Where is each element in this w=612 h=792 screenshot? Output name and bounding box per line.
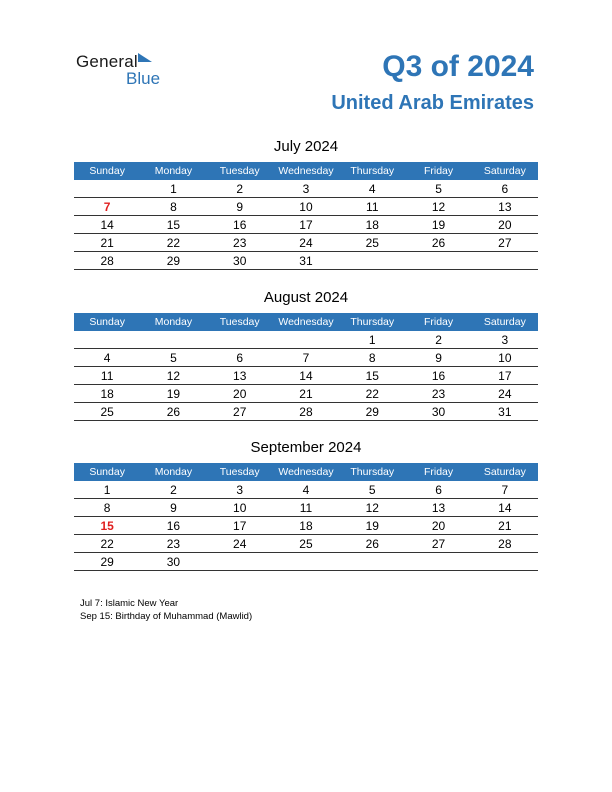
day-cell: 16 [233, 217, 247, 232]
day-cell: 21 [299, 386, 313, 401]
day-cell: 17 [498, 368, 512, 383]
day-cell: 9 [236, 199, 244, 214]
week-row [74, 403, 538, 421]
day-cell: 29 [100, 554, 114, 569]
weekday-label: Tuesday [219, 165, 260, 177]
week-row [74, 198, 538, 216]
week-row [74, 385, 538, 403]
day-cell: 29 [365, 404, 379, 419]
week-row [74, 517, 538, 535]
day-cell: 22 [166, 235, 181, 250]
day-cell: 1 [103, 482, 111, 497]
day-cell: 10 [299, 199, 313, 214]
day-cell: 19 [166, 386, 181, 401]
day-cell: 28 [100, 253, 114, 268]
week-row [74, 252, 538, 270]
weekday-label: Wednesday [278, 466, 334, 478]
day-cell: 11 [100, 368, 114, 383]
logo-general-text: General [76, 52, 138, 71]
day-cell: 13 [431, 500, 446, 515]
day-cell: 21 [498, 518, 512, 533]
month-calendar [74, 138, 538, 270]
day-cell: 23 [166, 536, 181, 551]
day-cell: 27 [498, 235, 512, 250]
day-cell: 3 [302, 181, 310, 196]
day-cell: 4 [103, 350, 111, 365]
month-calendar [74, 289, 538, 421]
weekday-label: Monday [154, 316, 193, 328]
day-cell: 31 [498, 404, 512, 419]
day-cell: 15 [365, 368, 379, 383]
day-cell: 26 [365, 536, 379, 551]
month-title: July 2024 [273, 138, 339, 155]
day-cell: 8 [368, 350, 376, 365]
day-cell: 20 [431, 518, 446, 533]
day-cell: 15 [100, 518, 114, 533]
day-cell: 9 [435, 350, 442, 365]
week-row [74, 499, 538, 517]
logo [76, 52, 176, 88]
day-cell: 14 [100, 217, 114, 232]
weekday-header-row [74, 313, 538, 331]
day-cell: 26 [166, 404, 181, 419]
week-row [74, 216, 538, 234]
day-cell: 23 [233, 235, 247, 250]
day-cell: 24 [233, 536, 247, 551]
week-row [74, 367, 538, 385]
day-cell: 16 [431, 368, 446, 383]
day-cell: 17 [233, 518, 247, 533]
day-cell: 14 [299, 368, 313, 383]
day-cell: 19 [431, 217, 446, 232]
day-cell: 30 [166, 554, 181, 569]
day-cell: 25 [365, 235, 379, 250]
day-cell: 28 [498, 536, 512, 551]
week-row [74, 535, 538, 553]
day-cell: 13 [498, 199, 512, 214]
day-cell: 5 [170, 350, 177, 365]
logo-flag-icon [138, 53, 152, 62]
weekday-label: Friday [423, 165, 454, 177]
day-cell: 4 [302, 482, 310, 497]
day-cell: 3 [501, 332, 509, 347]
day-cell: 27 [233, 404, 247, 419]
weekday-label: Saturday [483, 165, 526, 177]
weekday-label: Friday [423, 466, 454, 478]
weekday-label: Sunday [89, 316, 125, 328]
weekday-label: Saturday [483, 466, 526, 478]
day-cell: 22 [100, 536, 114, 551]
day-cell: 18 [299, 518, 313, 533]
week-row [74, 331, 538, 349]
holiday-notes [80, 597, 252, 623]
day-cell: 18 [100, 386, 114, 401]
weekday-label: Monday [154, 466, 193, 478]
weekday-label: Wednesday [278, 165, 334, 177]
weekday-label: Saturday [483, 316, 526, 328]
day-cell: 11 [299, 500, 313, 515]
week-row [74, 234, 538, 252]
day-cell: 5 [435, 181, 442, 196]
page-title: Q3 of 2024 [382, 50, 534, 83]
week-row [74, 481, 538, 499]
day-cell: 30 [233, 253, 247, 268]
day-cell: 12 [431, 199, 446, 214]
weekday-label: Thursday [350, 165, 395, 177]
day-cell: 25 [100, 404, 114, 419]
weekday-header-row [74, 463, 538, 481]
week-row [74, 553, 538, 571]
day-cell: 2 [236, 181, 244, 196]
day-cell: 17 [299, 217, 313, 232]
day-cell: 1 [368, 332, 376, 347]
weekday-label: Friday [423, 316, 454, 328]
day-cell: 6 [435, 482, 442, 497]
day-cell: 14 [498, 500, 512, 515]
day-cell: 9 [170, 500, 177, 515]
month-calendar [74, 439, 538, 571]
day-cell: 23 [431, 386, 446, 401]
day-cell: 24 [498, 386, 512, 401]
day-cell: 30 [431, 404, 446, 419]
weekday-label: Wednesday [278, 316, 334, 328]
day-cell: 15 [166, 217, 181, 232]
day-cell: 8 [103, 500, 111, 515]
day-cell: 5 [368, 482, 376, 497]
logo-blue-text: Blue [126, 69, 161, 88]
day-cell: 1 [170, 181, 177, 196]
day-cell: 7 [302, 350, 310, 365]
day-cell: 7 [103, 199, 111, 214]
weekday-label: Tuesday [219, 316, 260, 328]
day-cell: 31 [299, 253, 313, 268]
weekday-label: Thursday [350, 316, 395, 328]
day-cell: 2 [435, 332, 442, 347]
month-title: September 2024 [250, 439, 362, 456]
day-cell: 29 [166, 253, 181, 268]
day-cell: 18 [365, 217, 379, 232]
day-cell: 4 [368, 181, 376, 196]
holiday-note: Jul 7: Islamic New Year [80, 598, 179, 609]
day-cell: 13 [233, 368, 247, 383]
day-cell: 24 [299, 235, 313, 250]
day-cell: 21 [100, 235, 114, 250]
weekday-header-row [74, 162, 538, 180]
month-title: August 2024 [263, 289, 349, 306]
day-cell: 11 [366, 199, 379, 214]
day-cell: 8 [170, 199, 177, 214]
weekday-label: Thursday [350, 466, 395, 478]
day-cell: 2 [170, 482, 177, 497]
day-cell: 28 [299, 404, 313, 419]
day-cell: 27 [431, 536, 446, 551]
day-cell: 26 [431, 235, 446, 250]
weekday-label: Sunday [89, 165, 125, 177]
week-row [74, 349, 538, 367]
weekday-label: Monday [154, 165, 193, 177]
day-cell: 25 [299, 536, 313, 551]
day-cell: 16 [166, 518, 181, 533]
weekday-label: Tuesday [219, 466, 260, 478]
day-cell: 12 [166, 368, 181, 383]
day-cell: 20 [498, 217, 512, 232]
day-cell: 22 [365, 386, 379, 401]
day-cell: 6 [236, 350, 244, 365]
page-subtitle: United Arab Emirates [331, 92, 534, 114]
week-row [74, 180, 538, 198]
weekday-label: Sunday [89, 466, 125, 478]
day-cell: 19 [365, 518, 379, 533]
day-cell: 3 [236, 482, 244, 497]
day-cell: 6 [501, 181, 509, 196]
day-cell: 20 [233, 386, 247, 401]
day-cell: 10 [233, 500, 247, 515]
day-cell: 10 [498, 350, 512, 365]
day-cell: 12 [365, 500, 379, 515]
day-cell: 7 [501, 482, 509, 497]
holiday-note: Sep 15: Birthday of Muhammad (Mawlid) [80, 611, 253, 622]
